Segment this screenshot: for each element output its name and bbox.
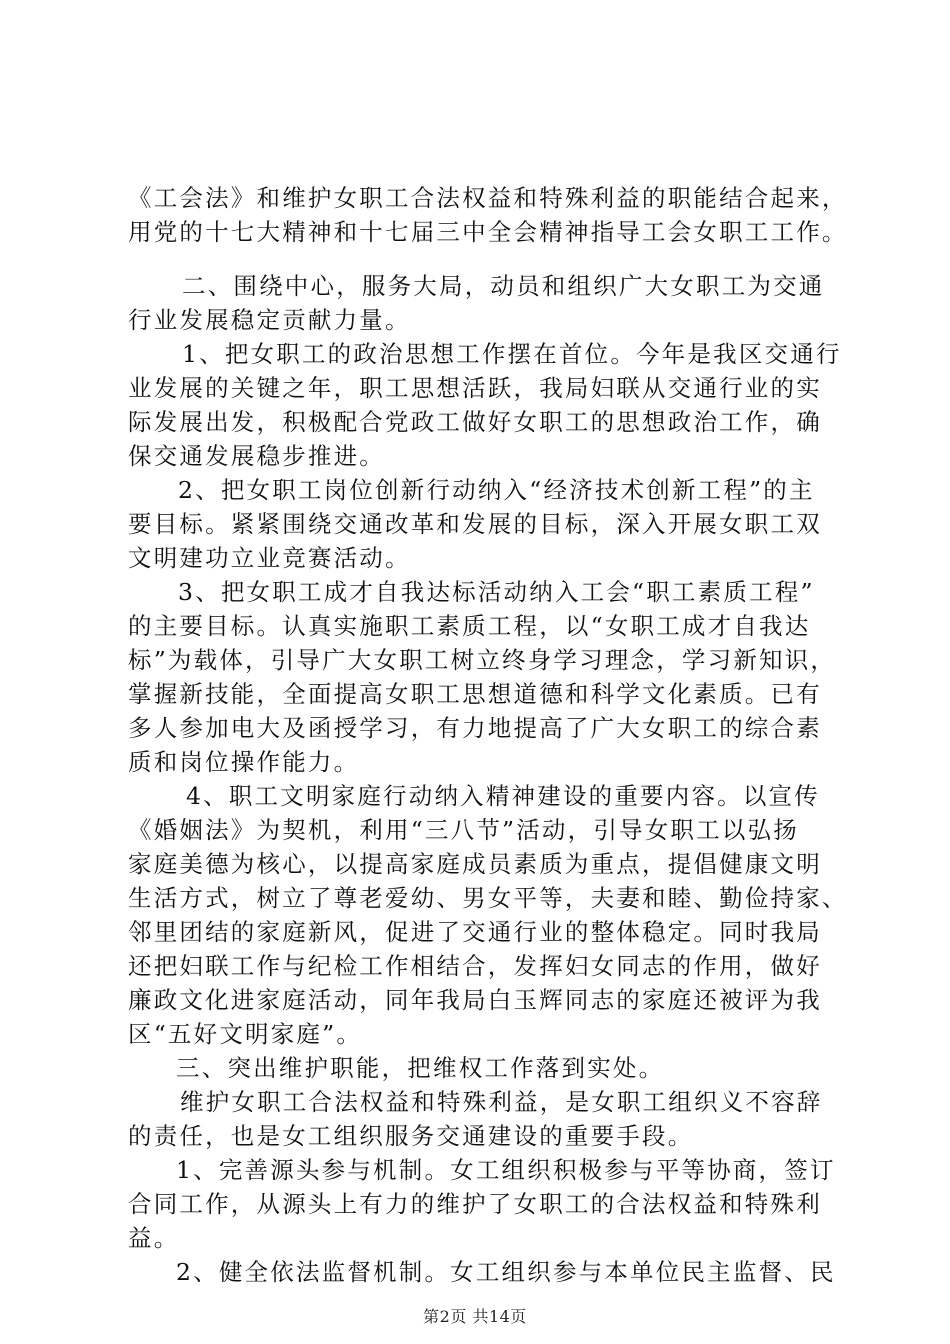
text-line: 家庭美德为核心，以提高家庭成员素质为重点，提倡健康文明 [128,850,822,878]
text-line: 文明建功立业竞赛活动。 [128,544,411,572]
text-line: 业发展的关键之年，职工思想活跃，我局妇联从交通行业的实 [128,374,822,402]
text-line: 4、职工文明家庭行动纳入精神建设的重要内容。以宣传 [186,782,820,810]
page-number-footer: 第2页 共14页 [423,1307,527,1326]
section-heading: 三、突出维护职能，把维权工作落到实处。 [176,1054,665,1082]
text-line: 用党的十七大精神和十七届三中全会精神指导工会女职工工作。 [128,218,848,246]
section-heading: 二、围绕中心，服务大局，动员和组织广大女职工为交通 [182,272,825,300]
text-line: 廉政文化进家庭活动，同年我局白玉辉同志的家庭还被评为我 [128,986,822,1014]
text-line: 保交通发展稳步推进。 [128,442,385,470]
text-line: 质和岗位操作能力。 [128,748,360,776]
text-line: 益。 [128,1224,180,1252]
text-line: 《婚姻法》为契机，利用“三八节”活动，引导女职工以弘扬 [128,816,799,844]
text-line: 维护女职工合法权益和特殊利益，是女职工组织义不容辞 [180,1088,823,1116]
text-line: 区“五好文明家庭”。 [128,1020,363,1048]
text-line: 合同工作，从源头上有力的维护了女职工的合法权益和特殊利 [128,1190,822,1218]
text-line: 2、健全依法监督机制。女工组织参与本单位民主监督、民 [176,1258,836,1286]
text-line: 还把妇联工作与纪检工作相结合，发挥妇女同志的作用，做好 [128,952,822,980]
text-line: 1、完善源头参与机制。女工组织积极参与平等协商，签订 [176,1156,836,1184]
text-line: 行业发展稳定贡献力量。 [128,306,411,334]
text-line: 的责任，也是女工组织服务交通建设的重要手段。 [128,1122,694,1150]
text-line: 《工会法》和维护女职工合法权益和特殊利益的职能结合起来， [128,184,848,212]
text-line: 2、把女职工岗位创新行动纳入“经济技术创新工程”的主 [178,476,815,504]
text-line: 际发展出发，积极配合党政工做好女职工的思想政治工作，确 [128,408,822,436]
text-line: 1、把女职工的政治思想工作摆在首位。今年是我区交通行 [182,340,842,368]
text-line: 多人参加电大及函授学习，有力地提高了广大女职工的综合素 [128,714,822,742]
text-line: 生活方式，树立了尊老爱幼、男女平等，夫妻和睦、勤俭持家、 [128,884,848,912]
text-line: 3、把女职工成才自我达标活动纳入工会“职工素质工程” [178,578,815,606]
text-line: 标”为载体，引导广大女职工树立终身学习理念，学习新知识， [128,646,837,674]
text-line: 要目标。紧紧围绕交通改革和发展的目标，深入开展女职工双 [128,510,822,538]
text-line: 的主要目标。认真实施职工素质工程，以“女职工成才自我达 [128,612,811,640]
text-line: 掌握新技能，全面提高女职工思想道德和科学文化素质。已有 [128,680,822,708]
text-line: 邻里团结的家庭新风，促进了交通行业的整体稳定。同时我局 [128,918,822,946]
